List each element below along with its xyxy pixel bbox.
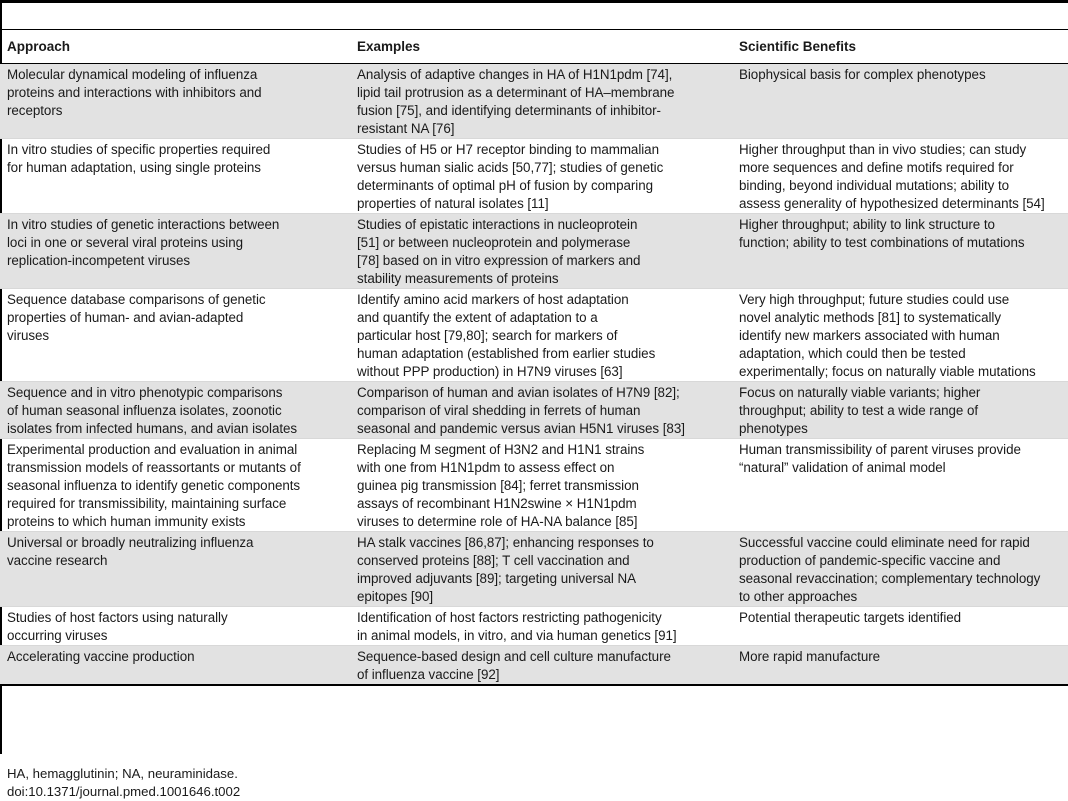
cell-scientific-benefits: Focus on naturally viable variants; higher throughput; ability to test a wide range of phenotypes: [732, 382, 1068, 439]
header-examples: Examples: [350, 30, 732, 64]
cell-scientific-benefits: Higher throughput; ability to link structure to function; ability to test combinations of mutations: [732, 214, 1068, 289]
table-row: [0, 289, 1068, 382]
cell-approach: Sequence database comparisons of genetic properties of human- and avian-adapted viruses: [7, 292, 266, 343]
header-approach: Approach: [0, 30, 350, 64]
header-scientific-benefits: Scientific Benefits: [732, 30, 1068, 64]
cell-examples: HA stalk vaccines [86,87]; enhancing responses to conserved proteins [88]; T cell vaccination and improved adjuvants [89]; targeting universal NA epitopes [90]: [350, 532, 732, 607]
cell-approach: Accelerating vaccine production: [0, 646, 350, 686]
cell-scientific-benefits: Potential therapeutic targets identified: [739, 610, 962, 625]
table-top-rule: [0, 0, 1068, 3]
approaches-table: [0, 30, 1068, 686]
cell-scientific-benefits: Higher throughput than in vivo studies; can study more sequences and define motifs required for binding, beyond individual mutations; ability to assess generality of hypothesized determinants [54]: [739, 142, 1045, 211]
cell-examples: Identification of host factors restricting pathogenicity in animal models, in vitro, and via human genetics [91]: [357, 610, 677, 643]
table-footnotes: [7, 765, 240, 801]
cell-scientific-benefits: Human transmissibility of parent viruses provide “natural” validation of animal model: [739, 442, 1021, 475]
cell-scientific-benefits: Biophysical basis for complex phenotypes: [732, 64, 1068, 139]
table-row: [0, 439, 1068, 532]
table-row: [0, 214, 1068, 289]
cell-scientific-benefits: Successful vaccine could eliminate need for rapid production of pandemic-specific vaccine and seasonal revaccination; complementary technology to other approaches: [732, 532, 1068, 607]
cell-examples: Studies of H5 or H7 receptor binding to mammalian versus human sialic acids [50,77]; studies of genetic determinants of optimal pH of fusion by comparing properties of natural isolates [11]: [357, 142, 664, 211]
cell-scientific-benefits: More rapid manufacture: [732, 646, 1068, 686]
table-row: [0, 382, 1068, 439]
table-row: [0, 607, 1068, 646]
cell-examples: Analysis of adaptive changes in HA of H1N1pdm [74], lipid tail protrusion as a determinant of HA–membrane fusion [75], and identifying determinants of inhibitor- resistant NA [76]: [350, 64, 732, 139]
cell-examples: Comparison of human and avian isolates of H7N9 [82]; comparison of viral shedding in ferrets of human seasonal and pandemic versus avian H5N1 viruses [83]: [350, 382, 732, 439]
cell-approach: Molecular dynamical modeling of influenza proteins and interactions with inhibitors and receptors: [0, 64, 350, 139]
table-row: [0, 139, 1068, 214]
table-row: [0, 532, 1068, 607]
cell-approach: In vitro studies of genetic interactions between loci in one or several viral proteins using replication-incompetent viruses: [0, 214, 350, 289]
abbreviations-note: HA, hemagglutinin; NA, neuraminidase.: [7, 766, 238, 781]
table-row: [0, 64, 1068, 139]
cell-examples: Replacing M segment of H3N2 and H1N1 strains with one from H1N1pdm to assess effect on guinea pig transmission [84]; ferret transmission assays of recombinant H1N2swine × H1N1pdm viruses to determine role of HA-NA balance [85]: [357, 442, 645, 529]
cell-scientific-benefits: Very high throughput; future studies could use novel analytic methods [81] to systematically identify new markers associated with human adaptation, which could then be tested experimentally; focus on naturally viable mutations: [739, 292, 1036, 379]
cell-approach: In vitro studies of specific properties required for human adaptation, using single proteins: [7, 142, 271, 175]
cell-approach: Universal or broadly neutralizing influenza vaccine research: [0, 532, 350, 607]
cell-approach: Sequence and in vitro phenotypic comparisons of human seasonal influenza isolates, zoonotic isolates from infected humans, and avian isolates: [0, 382, 350, 439]
table-row: [0, 646, 1068, 686]
cell-approach: Experimental production and evaluation in animal transmission models of reassortants or mutants of seasonal influenza to identify genetic components required for transmissibility, maintaining surface proteins to which human immunity exists: [7, 442, 301, 529]
doi-note: doi:10.1371/journal.pmed.1001646.t002: [7, 784, 241, 799]
cell-approach: Studies of host factors using naturally occurring viruses: [7, 610, 228, 643]
cell-examples: Identify amino acid markers of host adaptation and quantify the extent of adaptation to a particular host [79,80]; search for markers of human adaptation (established from earlier studies without PPP production) in H7N9 viruses [63]: [357, 292, 656, 379]
cell-examples: Sequence-based design and cell culture manufacture of influenza vaccine [92]: [350, 646, 732, 686]
cell-examples: Studies of epistatic interactions in nucleoprotein [51] or between nucleoprotein and polymerase [78] based on in vitro expression of markers and stability measurements of proteins: [350, 214, 732, 289]
table-body: [0, 64, 1068, 686]
table-header-row: [0, 30, 1068, 64]
